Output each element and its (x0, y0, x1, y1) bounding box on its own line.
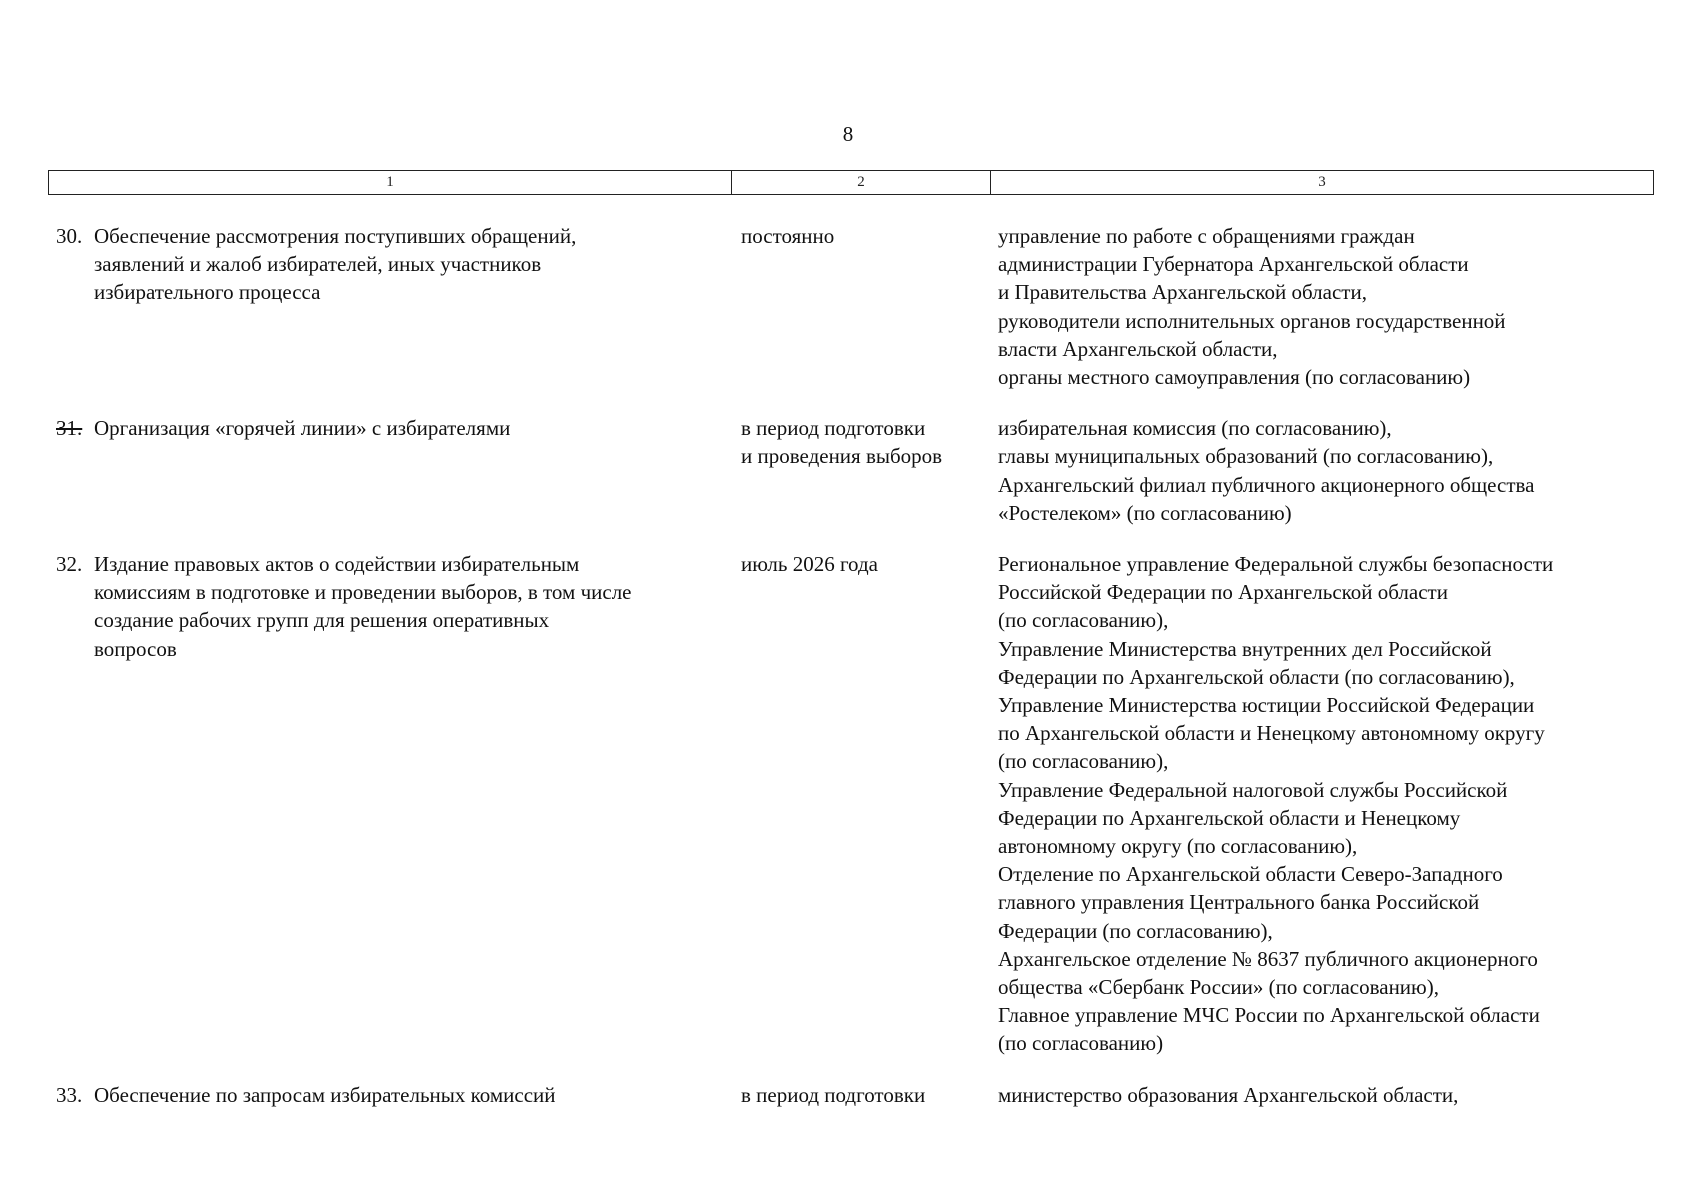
row-number: 30. (56, 224, 83, 248)
responsible-line: Федерации по Архангельской области (по согласованию), (998, 664, 1515, 689)
responsible-line: Управление Министерства юстиции Российской Федерации (998, 693, 1535, 718)
task-line: Издание правовых актов о содействии избирательным (94, 552, 580, 577)
responsible-line: Архангельский филиал публичного акционерного общества (998, 472, 1535, 497)
task-line: Обеспечение по запросам избирательных комиссий (94, 1082, 556, 1107)
responsible-line: руководители исполнительных органов государственной (998, 308, 1506, 333)
responsible-line: главы муниципальных образований (по согласованию), (998, 444, 1494, 469)
responsible-line: Архангельское отделение № 8637 публичного акционерного (998, 946, 1538, 971)
responsible-line: Федерации по Архангельской области и Ненецкому (998, 805, 1461, 830)
task-text (94, 222, 731, 391)
responsible-line: и Правительства Архангельской области, (998, 280, 1367, 305)
period-cell (731, 222, 990, 391)
responsible-line: управление по работе с обращениями граждан (998, 224, 1415, 248)
responsible-line: администрации Губернатора Архангельской области (998, 252, 1469, 277)
task-line: комиссиям в подготовке и проведении выборов, в том числе (94, 580, 632, 605)
responsible-line: министерство образования Архангельской области, (998, 1082, 1459, 1107)
responsible-line: Управление Федеральной налоговой службы Российской (998, 777, 1508, 802)
responsible-line: (по согласованию), (998, 608, 1169, 633)
task-cell (48, 414, 731, 527)
task-text (94, 414, 731, 527)
responsible-line: Главное управление МЧС России по Архангельской области (998, 1003, 1540, 1028)
responsible-line: власти Архангельской области, (998, 336, 1278, 361)
responsible-cell (990, 550, 1654, 1058)
row-number: 33. (56, 1082, 83, 1107)
task-cell (48, 222, 731, 391)
period-cell (731, 414, 990, 527)
row-number: 32. (56, 552, 83, 577)
table-row (48, 222, 1654, 391)
table-row (48, 414, 1654, 527)
header-col-1: 1 (49, 171, 732, 194)
task-line: Организация «горячей линии» с избирателями (94, 416, 511, 441)
task-cell (48, 550, 731, 1058)
responsible-line: «Ростелеком» (по согласованию) (998, 500, 1292, 525)
responsible-line: Отделение по Архангельской области Северо-Западного (998, 862, 1503, 887)
period-line: постоянно (741, 224, 835, 248)
period-line: и проведения выборов (741, 444, 943, 469)
header-col-2: 2 (732, 171, 991, 194)
responsible-line: органы местного самоуправления (по согласованию) (998, 365, 1471, 390)
header-col-3: 3 (1318, 174, 1326, 190)
period-line: в период подготовки (741, 1082, 926, 1107)
task-line: заявлений и жалоб избирателей, иных участников (94, 252, 542, 277)
responsible-cell (990, 1081, 1654, 1109)
responsible-line: автономному округу (по согласованию), (998, 834, 1358, 859)
responsible-line: (по согласованию), (998, 749, 1169, 774)
task-text (94, 1081, 731, 1109)
table-row (48, 1081, 1654, 1109)
task-line: Обеспечение рассмотрения поступивших обращений, (94, 224, 577, 248)
period-line: июль 2026 года (741, 552, 878, 577)
responsible-line: по Архангельской области и Ненецкому автономному округу (998, 721, 1545, 746)
responsible-line: (по согласованию) (998, 1031, 1164, 1056)
responsible-cell (990, 222, 1654, 391)
responsible-line: избирательная комиссия (по согласованию), (998, 416, 1392, 441)
responsible-line: главного управления Центрального банка Российской (998, 890, 1480, 915)
responsible-line: Российской Федерации по Архангельской области (998, 580, 1448, 605)
task-cell (48, 1081, 731, 1109)
task-line: избирательного процесса (94, 280, 321, 305)
task-line: создание рабочих групп для решения оперативных (94, 608, 550, 633)
table-header (48, 170, 1654, 195)
responsible-line: общества «Сбербанк России» (по согласованию), (998, 975, 1439, 1000)
period-cell (731, 1081, 990, 1109)
responsible-line: Региональное управление Федеральной службы безопасности (998, 552, 1554, 577)
page-number: 8 (842, 122, 854, 146)
task-text (94, 550, 731, 1058)
row-number: 31. (56, 416, 83, 441)
period-cell (731, 550, 990, 1058)
task-line: вопросов (94, 636, 177, 661)
table-row (48, 550, 1654, 1058)
responsible-line: Федерации (по согласованию), (998, 918, 1273, 943)
responsible-line: Управление Министерства внутренних дел Российской (998, 636, 1492, 661)
period-line: в период подготовки (741, 416, 926, 441)
table-body (48, 222, 1654, 1109)
responsible-cell (990, 414, 1654, 527)
